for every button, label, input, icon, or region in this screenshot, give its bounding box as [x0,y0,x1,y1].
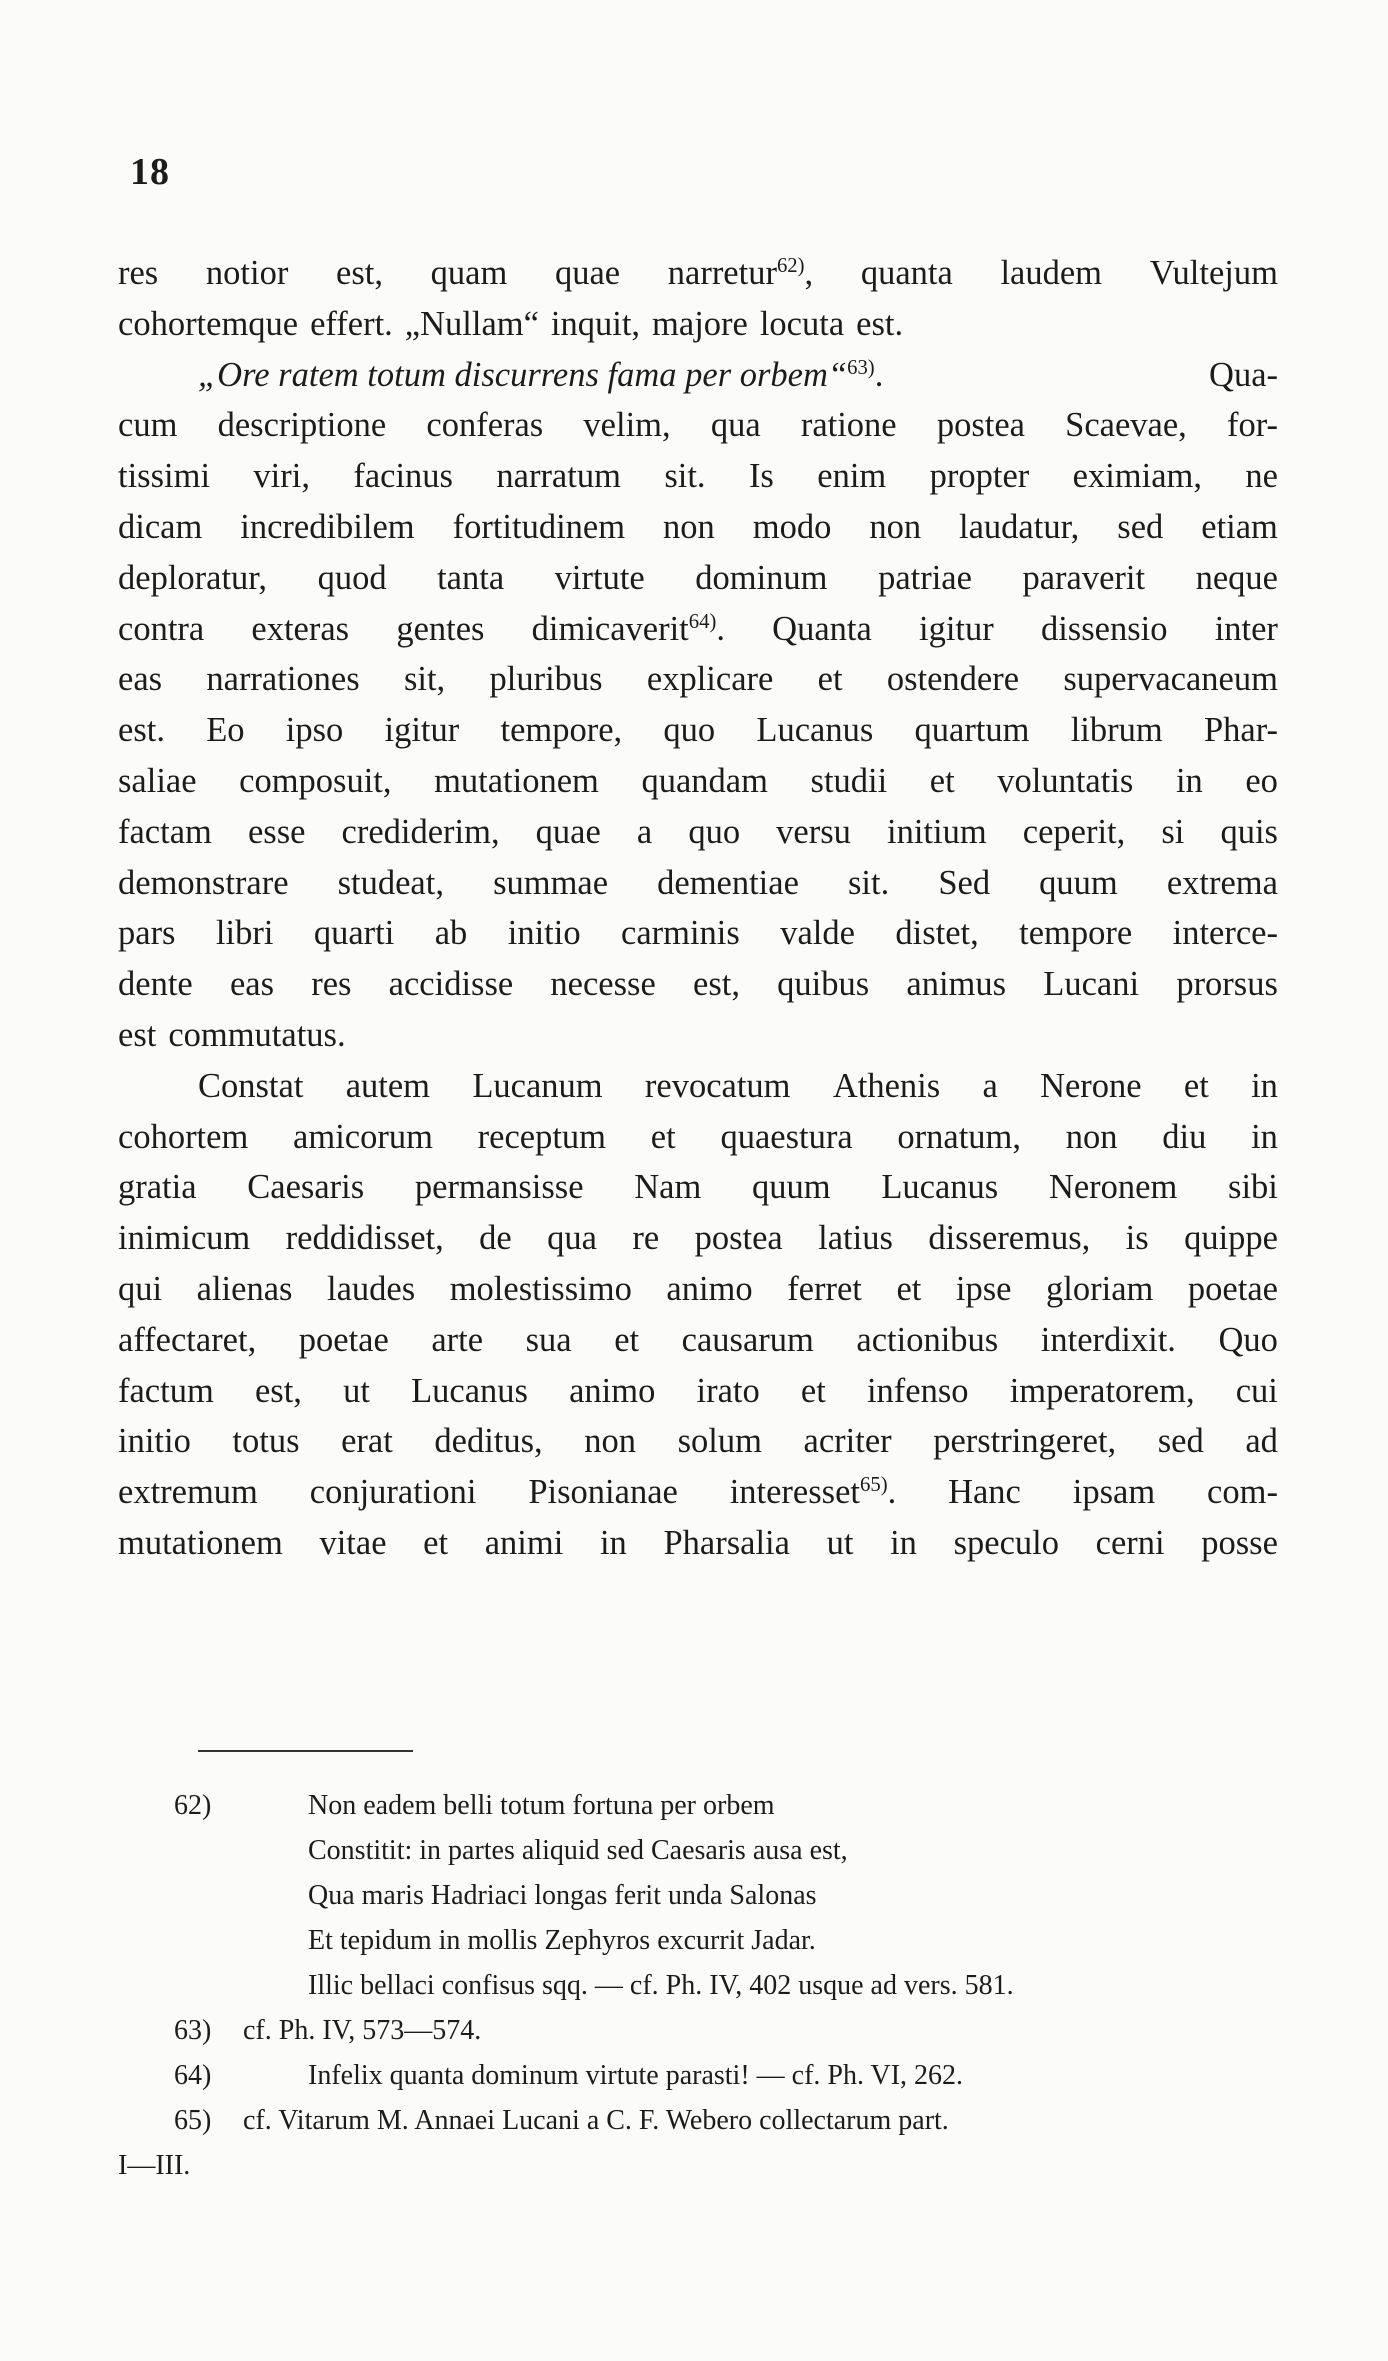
text-line: Constat autem Lucanum revocatum Athenis a Nerone et in [198,1066,1278,1105]
footnote-verse: Qua maris Hadriaci longas ferit unda Salonas [308,1880,817,1911]
footnote-ref: 62) [776,255,805,277]
text-line: demonstrare studeat, summae dementiae sit. Sed quum extrema [118,863,1278,902]
text-line: gratia Caesaris permansisse Nam quum Lucanus Neronem sibi [118,1168,1278,1207]
footnote-number: 63) [174,2015,212,2046]
footnote-text: I—III. [118,2150,191,2181]
text-line: cum descriptione conferas velim, qua ratione postea Scaevae, for- [118,406,1278,445]
text-line: cohortem amicorum receptum et quaestura ornatum, non diu in [118,1117,1278,1156]
text-line: „Ore ratem totum discurrens fama per orbem“$^{63)}$. Qua- [198,355,1278,394]
text-line: eas narrationes sit, pluribus explicare et ostendere supervacaneum [118,660,1278,699]
text-line: mutationem vitae et animi in Pharsalia ut in speculo cerni posse [118,1523,1278,1562]
text-line: dicam incredibilem fortitudinem non modo non laudatur, sed etiam [118,507,1278,546]
footnote-text: cf. Ph. IV, 573—574. [243,2015,482,2046]
text-line: factam esse crediderim, quae a quo versu initium ceperit, si quis [118,812,1278,851]
page-number: 18 [130,151,170,193]
text-line: initio totus erat deditus, non solum acriter perstringeret, sed ad [118,1422,1278,1461]
text-line: tissimi viri, facinus narratum sit. Is enim propter eximiam, ne [118,457,1278,496]
text-line: est. Eo ipso igitur tempore, quo Lucanus quartum librum Phar- [118,711,1278,750]
footnote-62 [118,1783,1278,1828]
text-line: res notior est, quam quae narretur$^{62)}$, quanta laudem Vultejum [118,254,1278,292]
main-text [118,248,1278,1569]
footnote-text: cf. Vitarum M. Annaei Lucani a C. F. Webero collectarum part. [243,2105,949,2136]
footnote-number: 65) [174,2105,212,2136]
footnote-number: 62) [174,1790,212,1821]
footnote-ref: 65) [860,1474,888,1497]
footnote-62-line [118,1873,1278,1918]
footnote-63 [118,2008,1278,2053]
footnote-number: 64) [174,2060,212,2091]
text-line: affectaret, poetae arte sua et causarum actionibus interdixit. Quo [118,1320,1278,1359]
footnote-65-cont [118,2143,1278,2188]
footnote-text: Infelix quanta dominum virtute parasti! — cf. Ph. VI, 262. [308,2060,964,2091]
footnote-62-line [118,1828,1278,1873]
text-line: contra exteras gentes dimicaverit$^{64)}$. Quanta igitur dissensio inter [118,609,1278,648]
footnote-verse: Non eadem belli totum fortuna per orbem [308,1790,775,1821]
footnote-65 [118,2098,1278,2143]
text-line: inimicum reddidisset, de qua re postea latius disseremus, is quippe [118,1219,1278,1258]
footnote-separator [198,1750,413,1752]
text-line: factum est, ut Lucanus animo irato et infenso imperatorem, cui [118,1371,1278,1410]
footnote-ref: 64) [688,610,717,633]
footnote-verse: Illic bellaci confisus sqq. — cf. Ph. IV, 402 usque ad vers. 581. [308,1970,1014,2001]
text-line: dente eas res accidisse necesse est, quibus animus Lucani prorsus [118,965,1278,1004]
text-line: extremum conjurationi Pisonianae interesset$^{65)}$. Hanc ipsam com- [118,1473,1278,1512]
footnotes [118,1783,1278,2188]
text-line: est commutatus. [118,1015,346,1054]
footnote-verse: Constitit: in partes aliquid sed Caesaris ausa est, [308,1835,848,1866]
footnote-verse: Et tepidum in mollis Zephyros excurrit Jadar. [308,1925,816,1956]
footnote-62-line [118,1918,1278,1963]
text-line: pars libri quarti ab initio carminis valde distet, tempore interce- [118,914,1278,953]
text-line: cohortemque effert. „Nullam“ inquit, majore locuta est. [118,304,904,343]
footnote-64 [118,2053,1278,2098]
text-line: saliae composuit, mutationem quandam studii et voluntatis in eo [118,761,1278,800]
text-line: qui alienas laudes molestissimo animo ferret et ipse gloriam poetae [118,1269,1278,1308]
quotation: „Ore ratem totum discurrens fama per orbem“ [198,355,848,394]
text-line: deploratur, quod tanta virtute dominum patriae paraverit neque [118,558,1278,597]
footnote-62-line [118,1963,1278,2008]
footnote-ref: 63) [847,356,875,379]
